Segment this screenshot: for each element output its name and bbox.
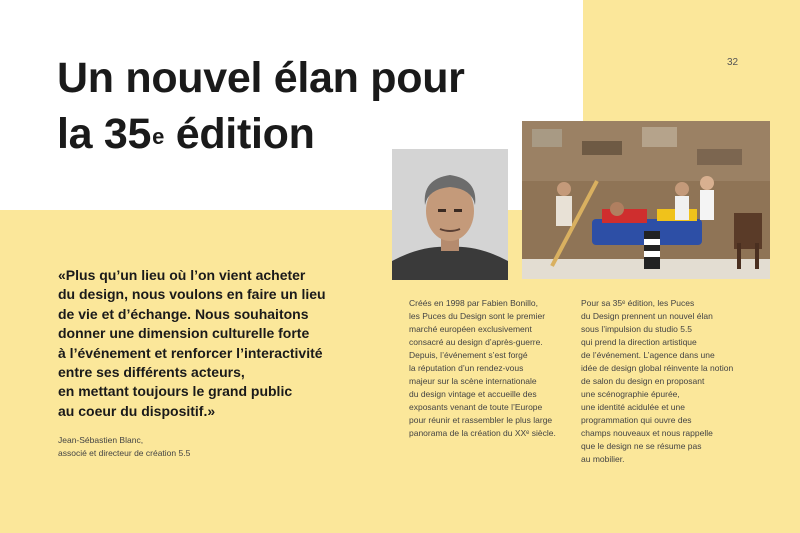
quote-line: entre ses différents acteurs,	[58, 364, 245, 381]
body-line: qui prend la direction artistique	[581, 337, 697, 347]
body-line: une identité acidulée et une	[581, 402, 685, 412]
body-line: panorama de la création du XXᵉ siècle.	[409, 428, 556, 438]
group-illustration	[522, 121, 770, 279]
portrait-photo	[392, 149, 508, 280]
body-line: Depuis, l’événement s’est forgé	[409, 350, 528, 360]
body-line: au mobilier.	[581, 454, 625, 464]
body-line: du Design prennent un nouvel élan	[581, 311, 713, 321]
body-line: sous l’impulsion du studio 5.5	[581, 324, 693, 334]
body-line: de salon du design en proposant	[581, 376, 705, 386]
body-line: pour réunir et rassembler le plus large	[409, 415, 553, 425]
portrait-illustration	[392, 149, 508, 280]
body-line: que le design ne se résume pas	[581, 441, 702, 451]
body-line: idée de design global réinvente la notion	[581, 363, 734, 373]
page-number: 32	[727, 57, 739, 68]
title-line-1: Un nouvel élan pour	[57, 54, 465, 102]
body-line: majeur sur la scène internationale	[409, 376, 537, 386]
title-superscript: e	[152, 124, 165, 149]
quote-line: au coeur du dispositif.»	[58, 402, 216, 419]
attribution-role: associé et directeur de création 5.5	[58, 448, 191, 458]
quote-line: du design, nous voulons en faire un lieu	[58, 286, 326, 303]
title-line-2-suffix: édition	[164, 110, 315, 158]
attribution-name: Jean-Sébastien Blanc,	[58, 435, 144, 445]
quote-line: «Plus qu’un lieu où l’on vient acheter	[58, 267, 306, 283]
body-line: programmation qui ouvre des	[581, 415, 692, 425]
group-photo	[522, 121, 770, 279]
quote-line: donner une dimension culturelle forte	[58, 325, 310, 342]
body-line: la réputation d’un rendez-vous	[409, 363, 524, 373]
body-line: une scénographie épurée,	[581, 389, 680, 399]
quote-attribution	[58, 434, 248, 460]
body-line: les Puces du Design sont le premier	[409, 311, 546, 321]
body-line: consacré au design d’après-guerre.	[409, 337, 543, 347]
body-column-2	[581, 297, 741, 466]
body-line: Pour sa 35ᵉ édition, les Puces	[581, 298, 695, 308]
body-line: exposants venant de toute l’Europe	[409, 402, 543, 412]
body-column-1	[409, 297, 567, 440]
body-line: marché européen exclusivement	[409, 324, 532, 334]
quote-line: à l’événement et renforcer l’interactivité	[58, 344, 323, 361]
body-line: de l’événement. L’agence dans une	[581, 350, 715, 360]
quote-line: de vie et d’échange. Nous souhaitons	[58, 305, 309, 322]
pull-quote	[58, 266, 358, 421]
body-line: champs nouveaux et nous rappelle	[581, 428, 713, 438]
title-line-2-prefix: la 35	[57, 110, 152, 158]
body-line: du design vintage et accueille des	[409, 389, 537, 399]
body-line: Créés en 1998 par Fabien Bonillo,	[409, 298, 538, 308]
quote-line: en mettant toujours le grand public	[58, 383, 293, 400]
